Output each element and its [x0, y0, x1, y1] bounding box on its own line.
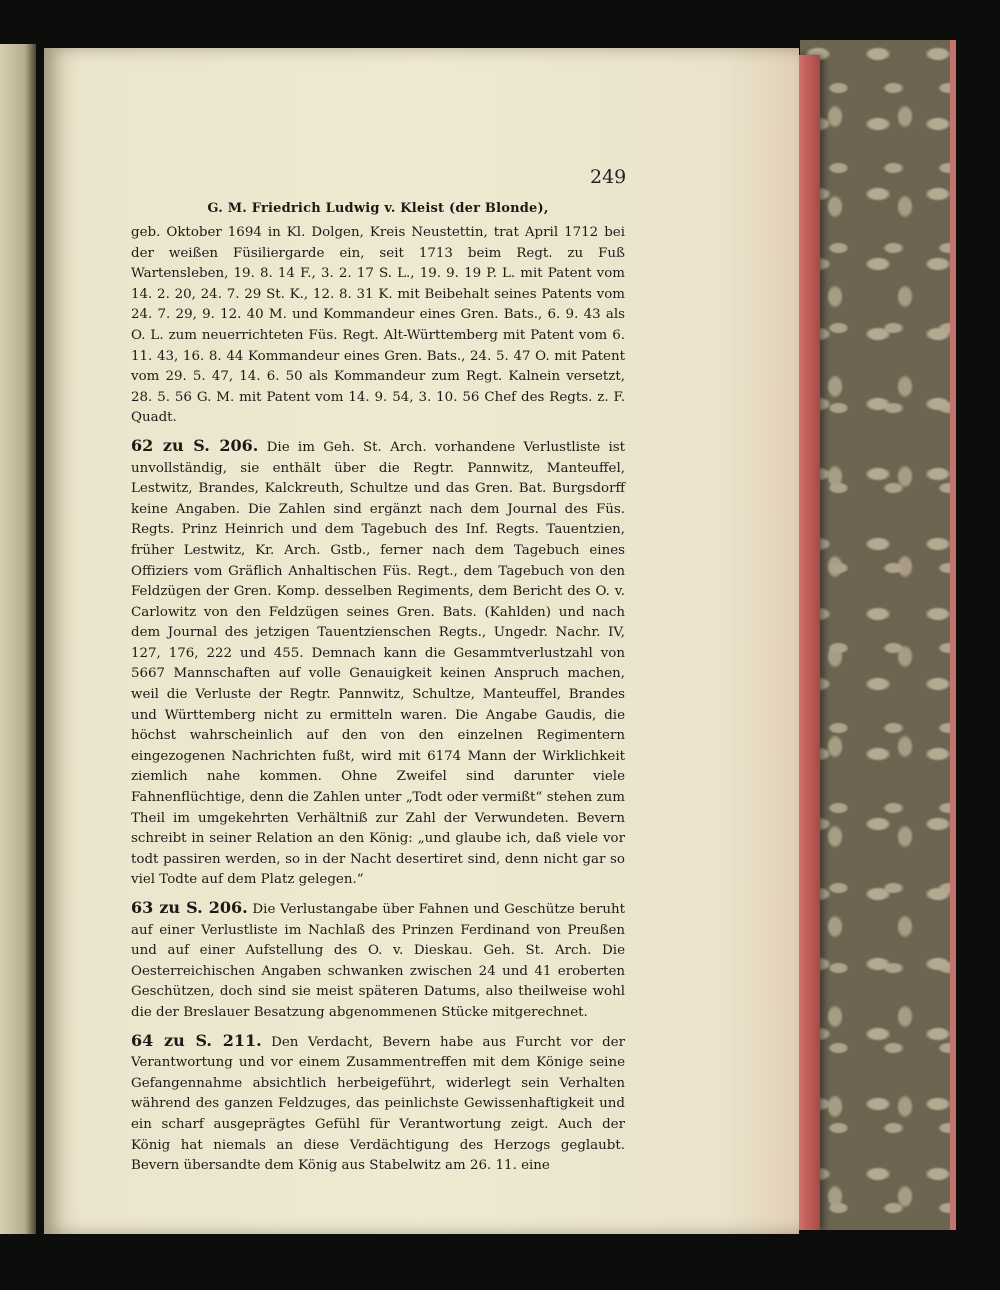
biography-text: geb. Oktober 1694 in Kl. Dolgen, Kreis Neustettin, trat April 1712 bei der weißen Füsiliergarde ein, seit 1713 beim Regt. zu Fuß Wartensleben, 19. 8. 14 F., 3. 2. 17 S. L., 19. 9. 19 P. L. mit Patent vom 14. 2. 20, 24. 7. 29 St. K., 12. 8. 31 K. mit Beibehalt seines Patents vom 24. 7. 29, 9. 12. 40 M. und Kommandeur eines Gren. Bats., 6. 9. 43 als O. L. zum neuerrichteten Füs. Regt. Alt-Württemberg mit Patent vom 6. 11. 43, 16. 8. 44 Kommandeur eines Gren. Bats., 24. 5. 47 O. mit Patent vom 29. 5. 47, 14. 6. 50 als Kommandeur zum Regt. Kalnein versetzt, 28. 5. 56 G. M. mit Patent vom 14. 9. 54, 3. 10. 56 Chef des Regts. z. F. Quadt.	[131, 225, 625, 426]
page-text	[131, 198, 625, 1177]
note-64-text: Den Verdacht, Bevern habe aus Furcht vor der Verantwortung und vor einem Zusammentreffen mit dem Könige seine Gefangennahme absichtlich herbeigeführt, widerlegt sein Verhalten während des ganzen Feldzuges, das peinlichste Gewissenhaftigkeit und ein scharf ausgeprägtes Gefühl für Verantwortung zeigt. Auch der König hat niemals an diese Verdächtigung des Herzogs geglaubt. Bevern übersandte dem König aus Stabelwitz am 26. 11. eine	[131, 1034, 626, 1174]
note-63-label: 63 zu S. 206.	[131, 898, 248, 917]
biography-paragraph	[131, 223, 625, 429]
left-page-edge	[0, 44, 36, 1234]
note-64-label: 64 zu S. 211.	[131, 1030, 262, 1050]
book-cover	[800, 40, 956, 1230]
note-63	[131, 898, 625, 1024]
note-62	[131, 436, 625, 891]
note-63-text: Die Verlustangabe über Fahnen und Geschütze beruht auf einer Verlustliste im Nachlaß des Prinzen Ferdinand von Preußen und auf einer Aufstellung des O. v. Dieskau. Geh. St. Arch. Die Oesterreichischen Angaben schwanken zwischen 24 und 41 eroberten Geschützen, doch sind sie meist späteren Datums, also theilweise wohl die der Breslauer Besatzung abgenommenen Stücke mitgerechnet.	[131, 902, 626, 1020]
page-number: 249	[590, 166, 627, 188]
biography-heading: G. M. Friedrich Ludwig v. Kleist (der Blonde),	[207, 201, 549, 216]
note-62-text: Die im Geh. St. Arch. vorhandene Verlustliste ist unvollständig, sie enthält über die Regtr. Pannwitz, Manteuffel, Lestwitz, Brandes, Kalckreuth, Schultze und das Gren. Bat. Burgsdorff keine Angaben. Die Zahlen sind ergänzt nach dem Journal des Füs. Regts. Prinz Heinrich und dem Tagebuch des Inf. Regts. Tauentzien, früher Lestwitz, Kr. Arch. Gstb., ferner nach dem Tagebuch eines Offiziers vom Gräflich Anhaltischen Füs. Regt., dem Tagebuch von den Feldzügen der Gren. Komp. desselben Regiments, dem Bericht des O. v. Carlowitz von den Feldzügen seines Gren. Bats. (Kahlden) und nach dem Journal des jetzigen Tauentzienschen Regts., Ungedr. Nachr. IV, 127, 176, 222 und 455. Demnach kann die Gesammtverlustzahl von 5667 Mannschaften auf volle Genauigkeit keinen Anspruch machen, weil die Verluste der Regtr. Pannwitz, Schultze, Manteuffel, Brandes und Württemberg nicht zu ermitteln waren. Die Angabe Gaudis, die höchst wahrscheinlich auf den von den einzelnen Regimentern eingezogenen Nachrichten fußt, wird mit 6174 Mann der Wirklichkeit ziemlich nahe kommen. Ohne Zweifel sind darunter viele Fahnenflüchtige, denn die Zahlen unter „Todt oder vermißt“ stehen zum Theil im umgekehrten Verhältniß zur Zahl der Verwundeten. Bevern schreibt in seiner Relation an den König: „und glaube ich, daß viele vor todt passiren werden, so in der Nacht desertiret sind, denn nicht gar so viel Todte auf dem Platz gelegen.“	[131, 439, 625, 888]
note-64	[131, 1031, 625, 1177]
note-62-label: 62 zu S. 206.	[131, 435, 259, 455]
